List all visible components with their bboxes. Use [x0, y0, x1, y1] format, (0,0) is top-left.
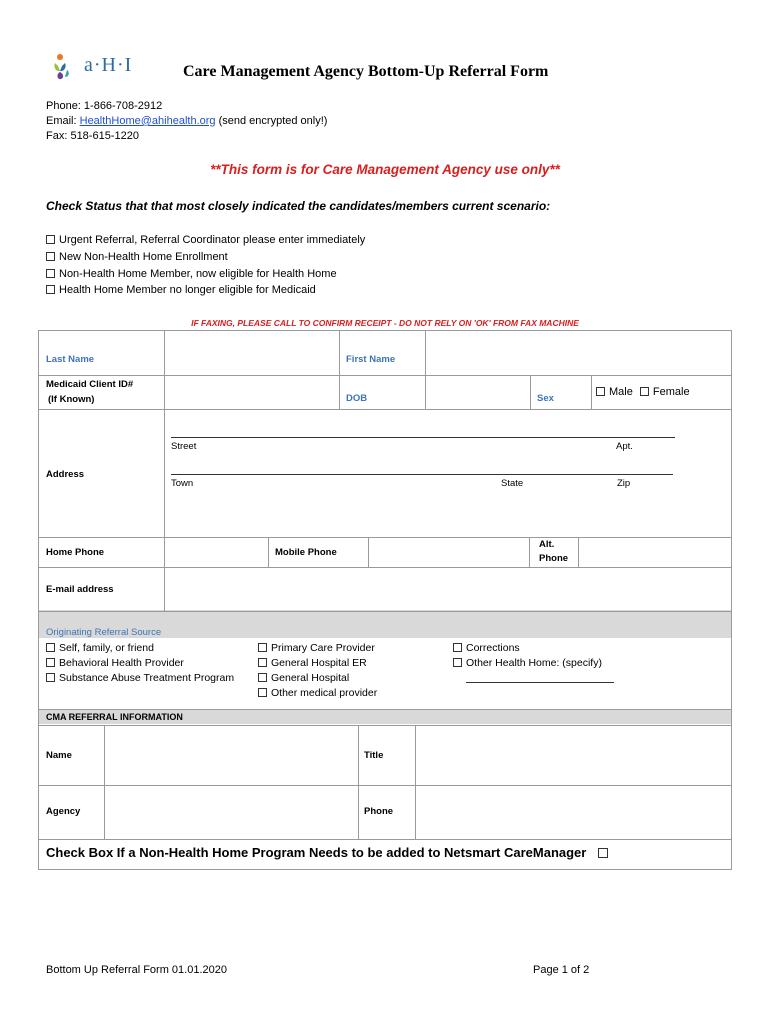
- town-line[interactable]: [171, 474, 673, 475]
- last-name-field[interactable]: [165, 332, 339, 375]
- cma-name-label: Name: [46, 750, 72, 761]
- referral-source-col2: [258, 641, 377, 701]
- female-checkbox[interactable]: [640, 387, 649, 396]
- referral-option[interactable]: General Hospital ER: [258, 656, 377, 671]
- sex-label: Sex: [537, 393, 554, 404]
- cma-agency-label: Agency: [46, 806, 81, 817]
- referral-source-col1: [46, 641, 234, 686]
- cma-heading: CMA REFERRAL INFORMATION: [46, 712, 183, 722]
- address-label: Address: [46, 469, 85, 480]
- checkbox[interactable]: [46, 285, 55, 294]
- other-health-home-line[interactable]: [466, 682, 614, 683]
- home-phone-label: Home Phone: [46, 547, 105, 558]
- referral-option[interactable]: General Hospital: [258, 671, 377, 686]
- referral-form-table: [38, 330, 732, 870]
- referral-option[interactable]: Primary Care Provider: [258, 641, 377, 656]
- cma-title-label: Title: [364, 750, 384, 761]
- sex-options: Male Female: [596, 386, 690, 398]
- referral-option[interactable]: Corrections: [453, 641, 602, 656]
- status-question: Check Status that that most closely indicated the candidates/members current scenario:: [46, 199, 551, 213]
- footer-form-id: Bottom Up Referral Form 01.01.2020: [46, 964, 227, 976]
- email-prefix: Email:: [46, 115, 80, 127]
- mobile-phone-label: Mobile Phone: [275, 547, 337, 558]
- referral-option[interactable]: Self, family, or friend: [46, 641, 234, 656]
- email-link[interactable]: HealthHome@ahihealth.org: [79, 115, 216, 127]
- cma-title-field[interactable]: [416, 726, 731, 785]
- footer-page-number: Page 1 of 2: [533, 964, 590, 976]
- dob-field[interactable]: [426, 376, 530, 409]
- referral-source-col3: [453, 641, 602, 671]
- dob-label: DOB: [346, 393, 368, 404]
- state-label: State: [501, 478, 524, 489]
- cma-name-field[interactable]: [105, 726, 358, 785]
- checkbox[interactable]: [453, 658, 462, 667]
- referral-option[interactable]: Behavioral Health Provider: [46, 656, 234, 671]
- zip-label: Zip: [617, 478, 631, 489]
- checkbox[interactable]: [46, 252, 55, 261]
- medicaid-id-field[interactable]: [165, 376, 339, 409]
- town-label: Town: [171, 478, 194, 489]
- checkbox[interactable]: [258, 673, 267, 682]
- checkbox[interactable]: [46, 658, 55, 667]
- contact-email: [46, 114, 327, 129]
- first-name-field[interactable]: [426, 332, 731, 375]
- logo-wordmark: a·H·I: [84, 54, 133, 76]
- usage-notice: **This form is for Care Management Agency use only**: [210, 162, 560, 177]
- netsmart-check-row: [46, 845, 612, 860]
- last-name-label: Last Name: [46, 354, 95, 365]
- referral-option[interactable]: Other medical provider: [258, 686, 377, 701]
- apt-label: Apt.: [616, 441, 633, 452]
- contact-phone: Phone: 1-866-708-2912: [46, 100, 163, 112]
- status-option[interactable]: Non-Health Home Member, now eligible for Health Home: [46, 266, 365, 283]
- street-line[interactable]: [171, 437, 675, 438]
- mobile-phone-field[interactable]: [369, 538, 529, 567]
- checkbox[interactable]: [46, 643, 55, 652]
- alt-phone-label: Alt.: [539, 539, 555, 550]
- alt-phone-field[interactable]: [579, 538, 731, 567]
- checkbox[interactable]: [46, 235, 55, 244]
- status-option[interactable]: New Non-Health Home Enrollment: [46, 249, 365, 266]
- cma-agency-field[interactable]: [105, 786, 358, 839]
- home-phone-field[interactable]: [165, 538, 268, 567]
- fax-warning: IF FAXING, PLEASE CALL TO CONFIRM RECEIPT - DO NOT RELY ON 'OK' FROM FAX MACHINE: [191, 318, 579, 328]
- email-label: E-mail address: [46, 584, 114, 595]
- netsmart-check-label: Check Box If a Non-Health Home Program Needs to be added to Netsmart CareManager: [46, 845, 587, 860]
- email-suffix: (send encrypted only!): [215, 115, 328, 127]
- contact-fax: Fax: 518-615-1220: [46, 130, 139, 142]
- checkbox[interactable]: [258, 658, 267, 667]
- checkbox[interactable]: [258, 643, 267, 652]
- netsmart-checkbox[interactable]: [598, 848, 608, 858]
- medicaid-id-sublabel: (If Known): [48, 394, 95, 405]
- medicaid-id-label: Medicaid Client ID#: [46, 379, 134, 390]
- referral-option[interactable]: Other Health Home: (specify): [453, 656, 602, 671]
- referral-option[interactable]: Substance Abuse Treatment Program: [46, 671, 234, 686]
- checkbox[interactable]: [46, 269, 55, 278]
- logo-icon: [54, 54, 68, 79]
- page-title: Care Management Agency Bottom-Up Referral Form: [183, 63, 549, 80]
- checkbox[interactable]: [46, 673, 55, 682]
- alt-phone-sublabel: Phone: [539, 553, 569, 564]
- checkbox[interactable]: [453, 643, 462, 652]
- status-options: [46, 232, 365, 299]
- cma-phone-field[interactable]: [416, 786, 731, 839]
- email-field[interactable]: [165, 568, 731, 611]
- status-option[interactable]: Urgent Referral, Referral Coordinator please enter immediately: [46, 232, 365, 249]
- referral-source-heading: Originating Referral Source: [46, 627, 162, 638]
- cma-phone-label: Phone: [364, 806, 394, 817]
- street-label: Street: [171, 441, 197, 452]
- first-name-label: First Name: [346, 354, 396, 365]
- male-checkbox[interactable]: [596, 387, 605, 396]
- checkbox[interactable]: [258, 688, 267, 697]
- status-option[interactable]: Health Home Member no longer eligible for Medicaid: [46, 282, 365, 299]
